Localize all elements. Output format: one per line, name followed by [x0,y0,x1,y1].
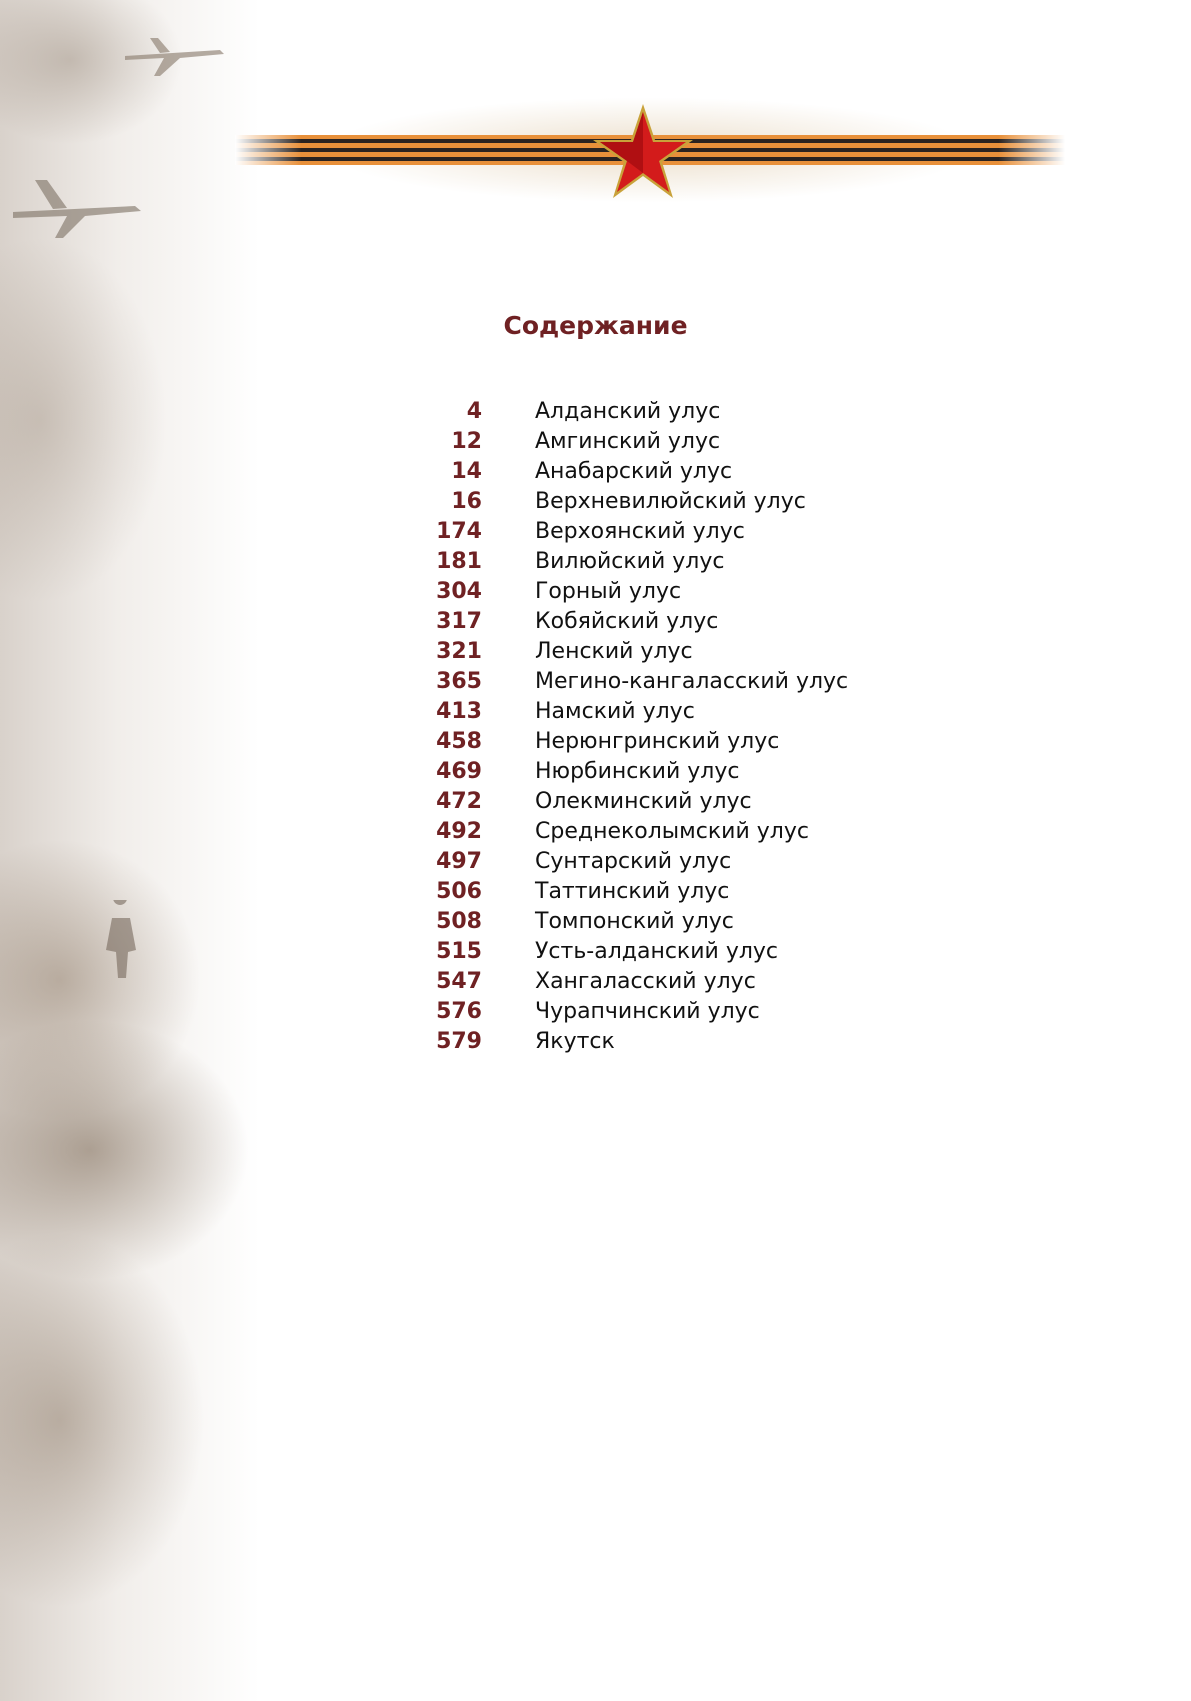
toc-page-number: 413 [436,698,482,724]
toc-page-number: 472 [436,788,482,814]
toc-entry-name: Среднеколымский улус [535,818,809,844]
toc-row[interactable] [400,636,900,666]
toc-page-number: 317 [436,608,482,634]
toc-row[interactable] [400,606,900,636]
toc-row[interactable] [400,786,900,816]
toc-row[interactable] [400,906,900,936]
header-banner [225,80,1075,220]
toc-entry-name: Верхоянский улус [535,518,745,544]
toc-entry-name: Верхневилюйский улус [535,488,806,514]
soldier-silhouette-icon [90,900,150,980]
toc-page-number: 576 [436,998,482,1024]
toc-entry-name: Мегино-кангаласский улус [535,668,849,694]
toc-row[interactable] [400,516,900,546]
red-star-icon [591,102,695,202]
toc-entry-name: Якутск [535,1028,615,1054]
toc-page-number: 14 [451,458,482,484]
toc-page-number: 515 [436,938,482,964]
page-title: Содержание [503,311,688,340]
toc-page-number: 579 [436,1028,482,1054]
toc-page-number: 181 [436,548,482,574]
toc-page-number: 4 [466,398,482,424]
toc-page-number: 458 [436,728,482,754]
toc-entry-name: Амгинский улус [535,428,721,454]
toc-row[interactable] [400,876,900,906]
toc-entry-name: Кобяйский улус [535,608,719,634]
toc-page-number: 547 [436,968,482,994]
toc-entry-name: Томпонский улус [535,908,734,934]
toc-row[interactable] [400,1026,900,1056]
toc-entry-name: Таттинский улус [535,878,730,904]
toc-entry-name: Намский улус [535,698,695,724]
toc-entry-name: Ленский улус [535,638,693,664]
toc-row[interactable] [400,756,900,786]
toc-row[interactable] [400,966,900,996]
toc-row[interactable] [400,426,900,456]
toc-row[interactable] [400,816,900,846]
toc-entry-name: Чурапчинский улус [535,998,760,1024]
toc-page-number: 506 [436,878,482,904]
toc-entry-name: Вилюйский улус [535,548,725,574]
toc-row[interactable] [400,936,900,966]
toc-page-number: 492 [436,818,482,844]
toc-page-number: 365 [436,668,482,694]
toc-page-number: 12 [451,428,482,454]
toc-row[interactable] [400,696,900,726]
toc-row[interactable] [400,576,900,606]
toc-page-number: 16 [451,488,482,514]
table-of-contents [400,396,900,1056]
plane-icon [120,28,230,78]
toc-entry-name: Нерюнгринский улус [535,728,780,754]
toc-row[interactable] [400,546,900,576]
toc-page-number: 174 [436,518,482,544]
toc-entry-name: Олекминский улус [535,788,752,814]
toc-row[interactable] [400,726,900,756]
toc-row[interactable] [400,486,900,516]
side-photo-collage [0,0,260,1701]
toc-entry-name: Анабарский улус [535,458,733,484]
toc-entry-name: Алданский улус [535,398,721,424]
plane-icon [5,172,145,242]
toc-row[interactable] [400,846,900,876]
toc-page-number: 508 [436,908,482,934]
toc-entry-name: Нюрбинский улус [535,758,740,784]
toc-row[interactable] [400,456,900,486]
toc-entry-name: Хангаласский улус [535,968,756,994]
toc-entry-name: Горный улус [535,578,682,604]
toc-page-number: 497 [436,848,482,874]
toc-entry-name: Сунтарский улус [535,848,732,874]
toc-row[interactable] [400,396,900,426]
toc-page-number: 304 [436,578,482,604]
toc-page-number: 469 [436,758,482,784]
toc-entry-name: Усть-алданский улус [535,938,779,964]
toc-page-number: 321 [436,638,482,664]
toc-row[interactable] [400,996,900,1026]
toc-row[interactable] [400,666,900,696]
